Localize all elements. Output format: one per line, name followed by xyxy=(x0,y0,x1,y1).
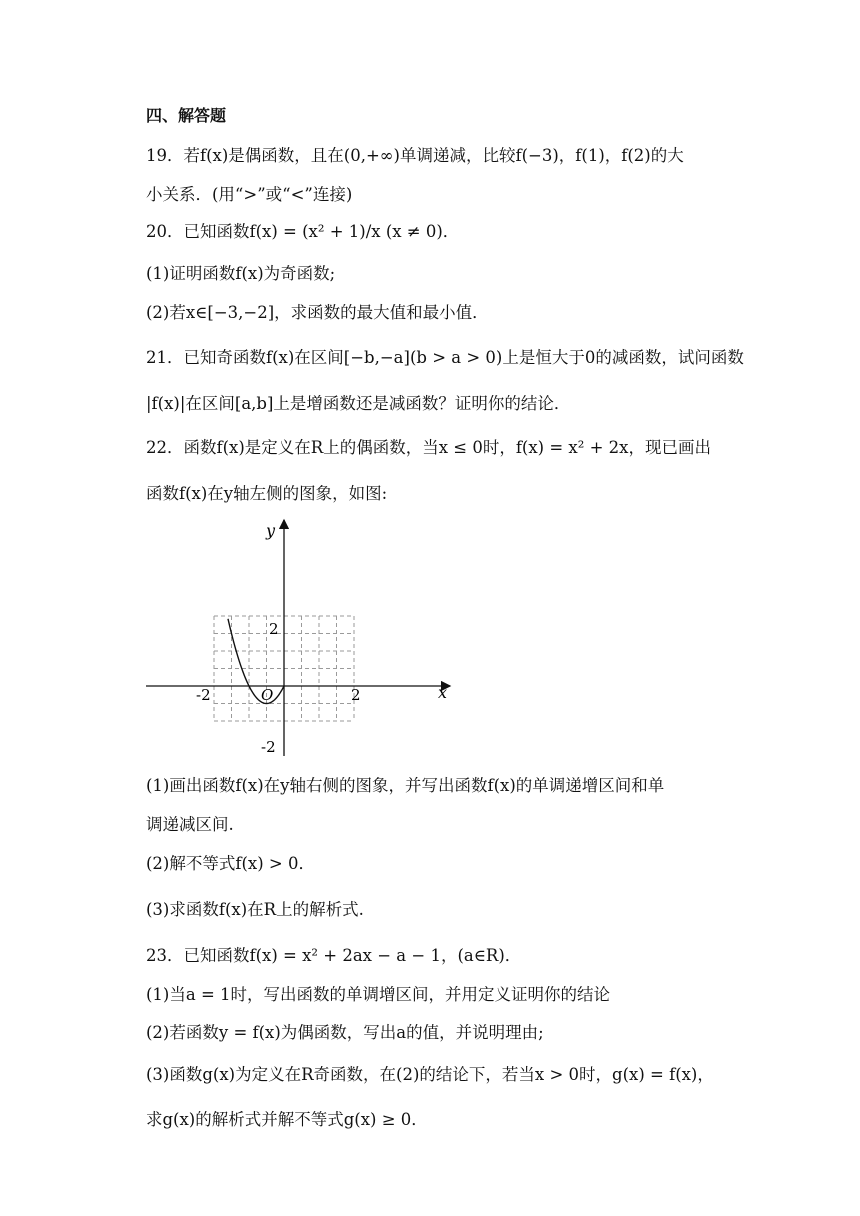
q21-line-2: |f(x)|在区间[a,b]上是增函数还是减函数？证明你的结论． xyxy=(146,394,571,413)
y-tick-label-neg2: -2 xyxy=(261,738,276,756)
section-title: 四、解答题 xyxy=(146,106,227,125)
q22-part-1-line-2: 调递减区间. xyxy=(146,815,234,834)
q23-line-1: 23．已知函数f(x) = x² + 2ax − a − 1，(a∈R)． xyxy=(146,946,522,965)
q20-line-1: 20．已知函数f(x) = (x² + 1)/x (x ≠ 0)． xyxy=(146,222,460,241)
x-tick-label-2: 2 xyxy=(351,686,361,704)
x-axis-label: x xyxy=(438,683,448,702)
q20-part-1: (1)证明函数f(x)为奇函数; xyxy=(146,264,336,283)
q22-part-1-line-1: (1)画出函数f(x)在y轴右侧的图象，并写出函数f(x)的单调递增区间和单 xyxy=(146,776,665,795)
q23-part-2: (2)若函数y = f(x)为偶函数，写出a的值，并说明理由; xyxy=(146,1023,544,1042)
q23-part-3-line-2: 求g(x)的解析式并解不等式g(x) ≥ 0． xyxy=(146,1110,428,1129)
q22-part-2: (2)解不等式f(x) > 0． xyxy=(146,854,315,873)
q19-line-1: 19．若f(x)是偶函数，且在(0,+∞)单调递减，比较f(−3)，f(1)，f(2)的大 xyxy=(146,146,684,165)
x-tick-label-neg2: -2 xyxy=(196,686,211,704)
q22-line-1: 22．函数f(x)是定义在R上的偶函数，当x ≤ 0时，f(x) = x² + 2x，现已画出 xyxy=(146,438,711,457)
function-graph xyxy=(138,516,458,766)
q20-part-2: (2)若x∈[−3,−2]，求函数的最大值和最小值． xyxy=(146,303,489,322)
q22-part-3: (3)求函数f(x)在R上的解析式. xyxy=(146,900,364,919)
origin-label: O xyxy=(261,686,274,704)
y-axis-label: y xyxy=(266,521,276,540)
q19-line-2: 小关系．(用“>”或“<”连接) xyxy=(146,185,353,204)
q23-part-3-line-1: (3)函数g(x)为定义在R奇函数，在(2)的结论下，若当x > 0时，g(x) = f(x)， xyxy=(146,1065,714,1084)
q23-part-1: (1)当a = 1时，写出函数的单调增区间，并用定义证明你的结论 xyxy=(146,985,611,1004)
q22-line-2: 函数f(x)在y轴左侧的图象，如图: xyxy=(146,484,388,503)
q21-line-1: 21．已知奇函数f(x)在区间[−b,−a](b > a > 0)上是恒大于0的减函数，试问函数 xyxy=(146,348,744,367)
y-tick-label-2: 2 xyxy=(269,620,279,638)
